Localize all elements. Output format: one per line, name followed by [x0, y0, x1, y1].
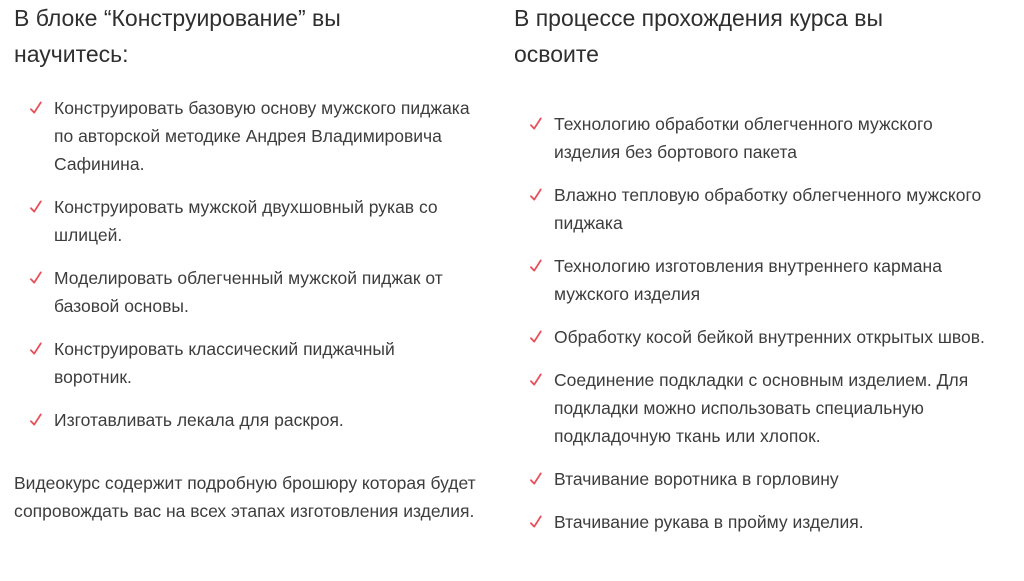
list-item — [30, 94, 470, 178]
list-item-text: Соединение подкладки с основным изделием. Для подкладки можно использовать специальную подкладочную ткань или хлопок. — [554, 370, 969, 446]
list-item-text: Технологию обработки облегченного мужского изделия без бортового пакета — [554, 114, 933, 162]
left-column — [14, 0, 494, 521]
left-checklist — [30, 94, 470, 449]
right-heading — [514, 0, 1014, 72]
list-item — [30, 193, 470, 249]
list-item-text: Конструировать базовую основу мужского пиджака по авторской методике Андрея Владимировича Сафинина. — [54, 98, 470, 174]
right-checklist — [530, 110, 1000, 551]
left-heading-line-2: научитесь: — [14, 41, 129, 67]
list-item-text: Втачивание воротника в горловину — [554, 469, 839, 489]
right-column — [514, 0, 1014, 532]
list-item — [530, 252, 1000, 308]
list-item — [530, 181, 1000, 237]
check-icon — [530, 366, 544, 394]
left-heading — [14, 0, 494, 72]
left-heading-line-1: В блоке “Конструирование” вы — [14, 5, 341, 31]
list-item-text: Конструировать классический пиджачный воротник. — [54, 339, 395, 387]
check-icon — [530, 181, 544, 209]
list-item — [30, 335, 470, 391]
right-heading-line-2: освоите — [514, 41, 599, 67]
list-item-text: Моделировать облегченный мужской пиджак от базовой основы. — [54, 268, 443, 316]
check-icon — [30, 193, 44, 221]
list-item — [30, 406, 470, 434]
check-icon — [30, 335, 44, 363]
check-icon — [30, 406, 44, 434]
check-icon — [530, 323, 544, 351]
list-item — [530, 366, 1000, 450]
list-item-text: Изготавливать лекала для раскроя. — [54, 410, 344, 430]
list-item — [530, 465, 1000, 493]
list-item — [530, 508, 1000, 536]
check-icon — [30, 94, 44, 122]
course-note: Видеокурс содержит подробную брошюру которая будет сопровождать вас на всех этапах изготовления изделия. — [14, 473, 476, 521]
check-icon — [530, 465, 544, 493]
list-item — [530, 110, 1000, 166]
list-item-text: Влажно тепловую обработку облегченного мужского пиджака — [554, 185, 982, 233]
check-icon — [30, 264, 44, 292]
list-item — [530, 323, 1000, 351]
list-item-text: Технологию изготовления внутреннего кармана мужского изделия — [554, 256, 942, 304]
list-item-text: Конструировать мужской двухшовный рукав со шлицей. — [54, 197, 438, 245]
right-heading-line-1: В процессе прохождения курса вы — [514, 5, 883, 31]
list-item — [30, 264, 470, 320]
check-icon — [530, 508, 544, 536]
list-item-text: Обработку косой бейкой внутренних открытых швов. — [554, 327, 985, 347]
list-item-text: Втачивание рукава в пройму изделия. — [554, 512, 864, 532]
check-icon — [530, 252, 544, 280]
check-icon — [530, 110, 544, 138]
